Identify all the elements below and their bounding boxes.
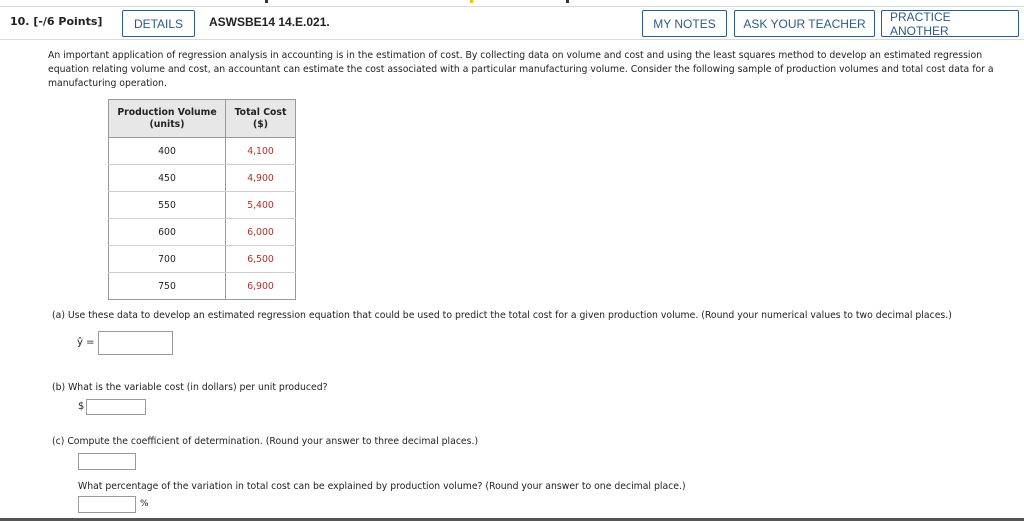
question-code: ASWSBE14 14.E.021. (209, 15, 330, 29)
table-header-cost (226, 100, 296, 138)
cost-cell: 6,000 (226, 219, 296, 246)
header-line: (units) (149, 118, 185, 130)
part-c-percentage-prompt: What percentage of the variation in total cost can be explained by production volume? (Round your answer to one decimal place.) (78, 481, 686, 492)
percentage-input[interactable] (78, 496, 136, 513)
ask-teacher-button[interactable]: ASK YOUR TEACHER (734, 10, 875, 37)
details-button[interactable]: DETAILS (122, 10, 195, 37)
table-row (109, 165, 296, 192)
data-table (108, 99, 296, 300)
table-row (109, 273, 296, 300)
coefficient-determination-input[interactable] (78, 453, 136, 470)
top-mark (470, 0, 473, 3)
question-header (0, 6, 1024, 40)
cost-cell: 4,100 (226, 138, 296, 165)
cost-cell: 5,400 (226, 192, 296, 219)
part-b-prompt: (b) What is the variable cost (in dollars) per unit produced? (52, 382, 328, 393)
cost-cell: 4,900 (226, 165, 296, 192)
my-notes-button[interactable]: MY NOTES (642, 10, 727, 37)
problem-intro: An important application of regression analysis in accounting is in the estimation of cost. By collecting data on volume and cost and using the least squares method to develop an estimated regression equation relating volume and cost, an accountant can estimate the cost associated with a particular manufacturing volume. Consider the following sample of production volumes and total cost data for a manufacturing operation. (48, 50, 994, 89)
volume-cell: 550 (109, 192, 226, 219)
header-line: ($) (253, 118, 268, 130)
question-number: 10. [-/6 Points] (10, 15, 103, 28)
percent-sign: % (140, 499, 149, 509)
volume-cell: 750 (109, 273, 226, 300)
regression-equation-input[interactable] (98, 331, 173, 355)
top-edge (0, 0, 1024, 3)
variable-cost-input[interactable] (86, 399, 146, 415)
part-a-prompt: (a) Use these data to develop an estimated regression equation that could be used to predict the total cost for a given production volume. (Round your numerical values to two decimal places.) (52, 310, 952, 321)
part-c-prompt: (c) Compute the coefficient of determination. (Round your answer to three decimal places.) (52, 436, 479, 447)
volume-cell: 600 (109, 219, 226, 246)
table-header-volume (109, 100, 226, 138)
table-row (109, 246, 296, 273)
cost-cell: 6,500 (226, 246, 296, 273)
header-line: Total Cost (234, 106, 287, 118)
table-row (109, 138, 296, 165)
top-mark (265, 0, 268, 3)
top-mark (566, 0, 569, 3)
table-row (109, 192, 296, 219)
cost-cell: 6,900 (226, 273, 296, 300)
volume-cell: 450 (109, 165, 226, 192)
dollar-sign: $ (78, 401, 85, 412)
practice-another-button[interactable]: PRACTICE ANOTHER (881, 10, 1019, 37)
volume-cell: 700 (109, 246, 226, 273)
volume-cell: 400 (109, 138, 226, 165)
header-line: Production Volume (117, 106, 217, 118)
table-row (109, 219, 296, 246)
y-hat-label: ŷ = (77, 337, 95, 348)
